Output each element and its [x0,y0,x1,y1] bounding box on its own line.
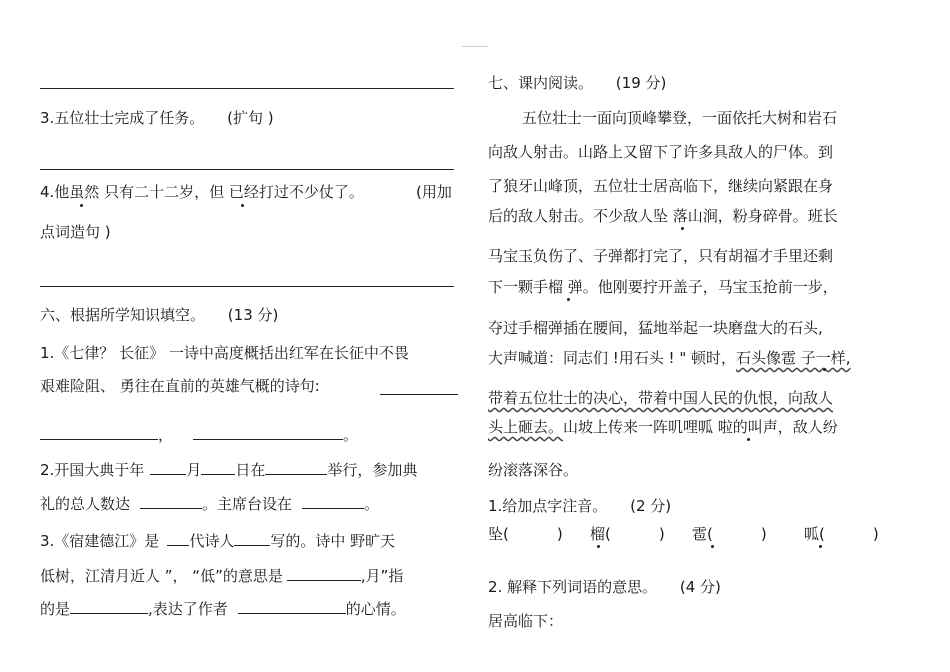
passage-line: 下一颗手榴 弹。他刚要拧开盖子，马宝玉抢前一步， [488,278,838,296]
passage-text: 山坡上传来一阵叽哩呱 啦的叫声，敌人纷 [563,418,838,436]
question-text: 礼的总人数达 [40,495,131,513]
fill-1-line2 [40,376,320,396]
question-4-line2: 点词造句 ) [40,223,111,241]
question-text: 的心情。 [345,600,406,618]
section-title: 七、课内阅读。 [488,74,594,92]
answer-blank[interactable] [201,459,235,475]
question-text: 月 [186,461,202,479]
question-text: 低树，江清月近人 ”， “低”的意思是 [40,567,283,585]
passage-line [488,388,833,408]
page-top-mark [462,46,488,47]
question-text: ,表达了作者 [148,600,228,618]
question-text: 2.开国大典于年 [40,461,145,479]
question-text: 代诗人 [189,532,235,550]
passage-line: 后的敌人射击。不少敌人坠 落山涧，粉身碎骨。班长 [488,207,838,225]
section-title: 六、根据所学知识填空。 [40,306,206,324]
section-score: (13 分) [227,306,279,324]
pinyin-char: 呱 [804,525,820,543]
answer-blank[interactable] [234,530,270,546]
question-text: 举行，参加典 [327,461,418,479]
answer-blank[interactable] [40,424,158,440]
fill-2-line2 [40,493,379,514]
question-text: 。主席台设在 [202,495,293,513]
pinyin-item-1: 坠( ) [488,525,563,543]
underlined-text: 带着五位壮士的决心，带着中国人民的仇恨，向敌人 [488,389,834,407]
answer-blank[interactable] [150,459,186,475]
passage-line: 五位壮士一面向顶峰攀登，一面依托大树和岩石 [522,109,838,127]
pinyin-char: 雹 [692,525,708,543]
pinyin-item-3: 雹( ) [692,525,767,543]
answer-blank[interactable] [265,459,327,475]
passage-line: 纷滚落深谷。 [488,461,579,479]
question-text: 3.《宿建德江》是 [40,532,160,550]
answer-blank[interactable] [167,530,189,546]
answer-blank[interactable] [193,424,343,440]
question-text: ,月”指 [360,567,404,585]
reading-q2-word: 居高临下： [488,612,564,630]
punctuation: 。 [343,426,359,444]
passage-line: 向敌人射击。山路上又留下了许多具敌人的尸体。到 [488,143,834,161]
question-text: 1.给加点字注音。 [488,497,608,515]
fill-3-line3 [40,598,406,619]
emphasis-dot [80,204,83,207]
question-score: (2 分) [630,497,672,515]
passage-line [488,417,838,437]
question-text: 4.他虽然 只有二十二岁，但 已经打过不少仗了。 [40,183,364,201]
question-4-line1 [40,182,364,202]
pinyin-char: 坠 [488,525,504,543]
answer-line[interactable] [40,286,454,287]
section-6-heading [40,305,278,325]
answer-line[interactable] [40,169,454,170]
punctuation: ， [158,426,174,444]
reading-q1-heading [488,496,671,516]
emphasis-dot [241,204,244,207]
question-text: 写的。诗中 野旷天 [270,532,396,550]
answer-blank[interactable] [238,598,346,614]
pinyin-item-2: 榴( ) [590,525,665,543]
emphasis-dot [681,227,684,230]
underlined-text: 头上砸去。 [488,418,564,436]
answer-blank[interactable] [302,493,364,509]
question-3-expand [40,108,274,128]
answer-blank[interactable] [140,493,202,509]
section-7-heading [488,73,666,93]
fill-3-line2 [40,565,403,586]
fill-1-line1: 1.《七律？ 长征》 一诗中高度概括出红军在长征中不畏 [40,344,409,362]
question-text: 3.五位壮士完成了任务。 [40,109,205,127]
pinyin-char: 榴 [590,525,606,543]
fill-3-line1 [40,530,395,551]
passage-line [488,348,851,368]
passage-text: 大声喊道：同志们 !用石头 ! " 顿时， [488,349,736,367]
passage-line: 了狼牙山峰顶，五位壮士居高临下，继续向紧跟在身 [488,177,834,195]
answer-blank[interactable] [70,598,148,614]
question-text: 的是 [40,600,71,618]
answer-blank[interactable] [287,565,361,581]
emphasis-dot [567,298,570,301]
question-text: 2. 解释下列词语的意思。 [488,578,658,596]
underlined-text: 石头像雹 子一样, [736,349,851,367]
question-score: (4 分) [679,578,721,596]
pinyin-item-4: 呱( ) [804,525,879,543]
question-hint: (扩句 ) [227,109,274,127]
fill-2-line1 [40,459,417,480]
emphasis-dot [711,545,714,548]
answer-blank[interactable] [380,394,458,395]
passage-line: 马宝玉负伤了、子弹都打完了，只有胡福才手里还剩 [488,247,834,265]
emphasis-dot [819,545,822,548]
question-text: 艰难险阻、 勇往在直前的英雄气概的诗句: [40,377,320,395]
punctuation: 。 [364,495,380,513]
question-text: 日在 [235,461,266,479]
passage-line: 夺过手榴弹插在腰间，猛地举起一块磨盘大的石头, [488,319,823,337]
emphasis-dot [823,368,826,371]
section-score: (19 分) [615,74,667,92]
answer-line[interactable] [40,88,454,89]
emphasis-dot [597,545,600,548]
question-4-hint: (用加 [416,183,452,201]
fill-1-line3 [40,424,358,445]
reading-q2-heading [488,577,721,597]
emphasis-dot [747,438,750,441]
